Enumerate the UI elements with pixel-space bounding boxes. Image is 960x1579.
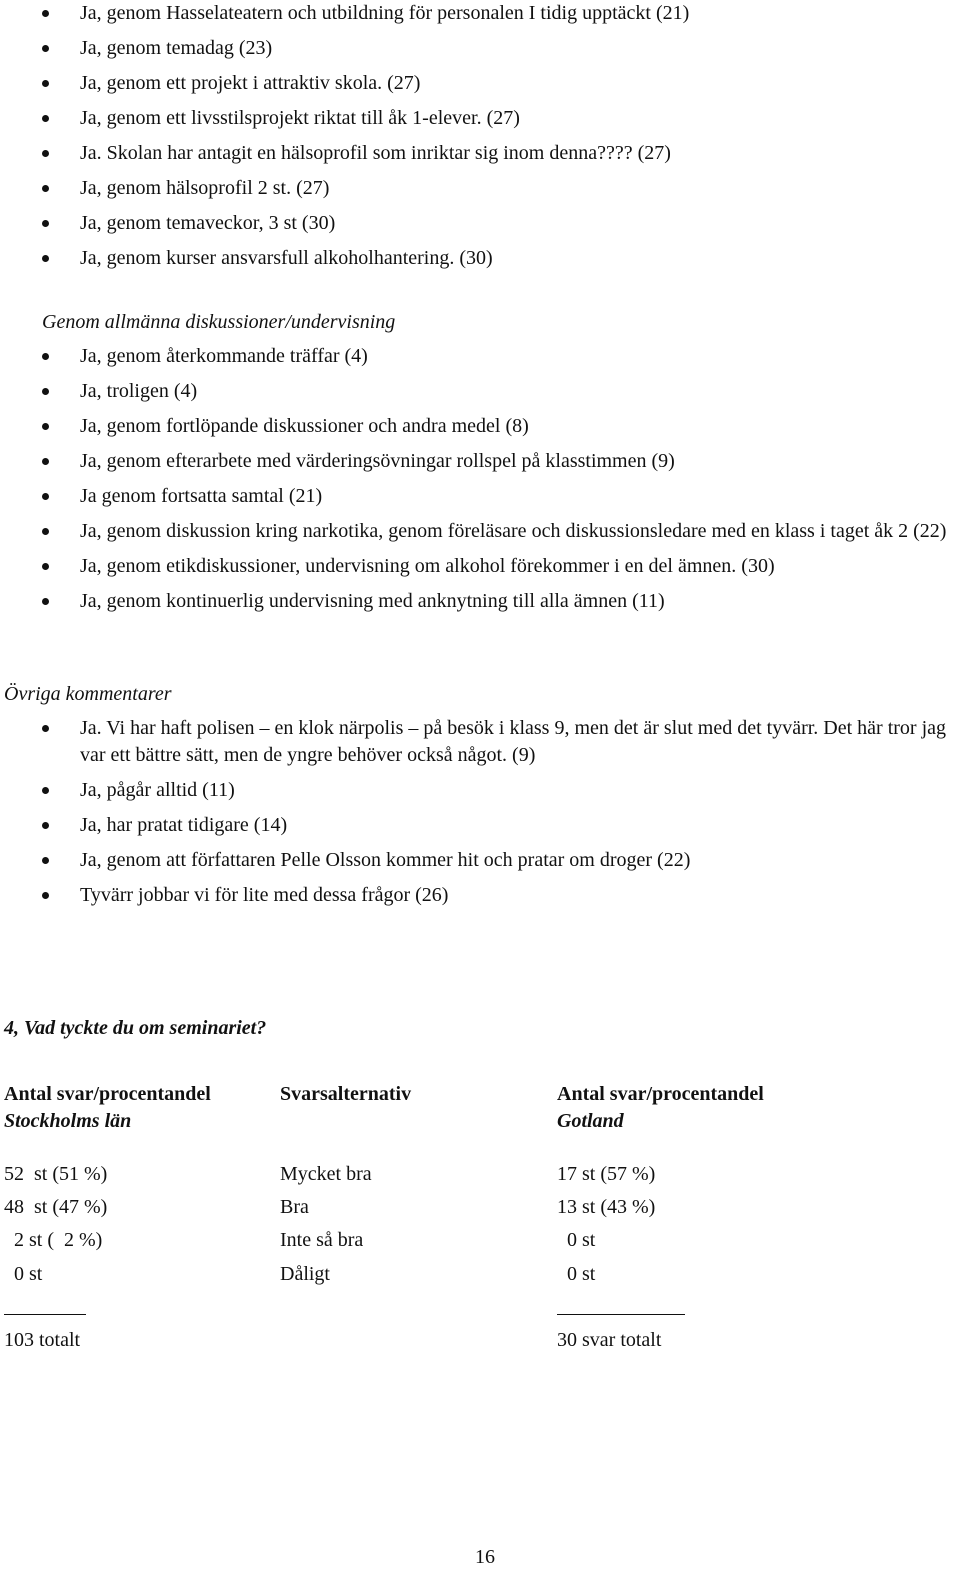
bullet-icon <box>42 150 49 157</box>
list-item <box>0 483 960 510</box>
list-item <box>0 35 960 62</box>
total-stockholm: 103 totalt <box>4 1329 81 1351</box>
bullet-icon <box>42 563 49 570</box>
list-item-text: Tyvärr jobbar vi för lite med dessa frågor (26) <box>80 884 449 906</box>
bullet-icon <box>42 787 49 794</box>
row1-gotland: 17 st (57 %) <box>557 1163 656 1185</box>
row3-stockholm: 2 st ( 2 %) <box>4 1229 103 1251</box>
list-item <box>0 448 960 475</box>
list-item-text: Ja, genom hälsoprofil 2 st. (27) <box>80 177 330 199</box>
list-item-text: Ja, genom återkommande träffar (4) <box>80 345 368 367</box>
list-item-text: Ja. Skolan har antagit en hälsoprofil som inriktar sig inom denna???? (27) <box>80 142 671 164</box>
row2-stockholm: 48 st (47 %) <box>4 1196 108 1218</box>
bullet-icon <box>42 892 49 899</box>
list-item-text: Ja. Vi har haft polisen – en klok närpolis – på besök i klass 9, men det är slut med det tyvärr. Det här tror jag var ett bättre sätt, men de yngre behöver också något. (9) <box>80 717 947 766</box>
general-bullet-list <box>0 343 960 623</box>
list-item-text: Ja, genom kurser ansvarsfull alkoholhantering. (30) <box>80 247 493 269</box>
row2-option: Bra <box>280 1196 309 1218</box>
row2-gotland: 13 st (43 %) <box>557 1196 656 1218</box>
list-item-text: Ja, pågår alltid (11) <box>80 779 235 801</box>
bullet-icon <box>42 353 49 360</box>
bullet-icon <box>42 80 49 87</box>
list-item-text: Ja genom fortsatta samtal (21) <box>80 485 323 507</box>
bullet-icon <box>42 528 49 535</box>
bullet-icon <box>42 388 49 395</box>
list-item <box>0 0 960 27</box>
col2-header: Svarsalternativ <box>280 1083 412 1105</box>
list-item <box>0 140 960 167</box>
list-item <box>0 70 960 97</box>
top-bullet-list <box>0 0 960 280</box>
row3-option: Inte så bra <box>280 1229 364 1251</box>
list-item-text: Ja, har pratat tidigare (14) <box>80 814 288 836</box>
list-item <box>0 777 960 804</box>
bullet-icon <box>42 598 49 605</box>
row4-gotland: 0 st <box>557 1263 596 1285</box>
list-item-text: Ja, troligen (4) <box>80 380 198 402</box>
bullet-icon <box>42 255 49 262</box>
list-item <box>0 210 960 237</box>
list-item-text: Ja, genom efterarbete med värderingsövningar rollspel på klasstimmen (9) <box>80 450 675 472</box>
bullet-icon <box>42 458 49 465</box>
section-heading-general: Genom allmänna diskussioner/undervisning <box>42 311 396 333</box>
list-item <box>0 553 960 580</box>
list-item-text: Ja, genom ett projekt i attraktiv skola. (27) <box>80 72 421 94</box>
list-item <box>0 847 960 874</box>
row4-option: Dåligt <box>280 1263 330 1285</box>
bullet-icon <box>42 857 49 864</box>
bullet-icon <box>42 423 49 430</box>
col1-subheader: Stockholms län <box>4 1110 132 1132</box>
row1-option: Mycket bra <box>280 1163 372 1185</box>
bullet-icon <box>42 115 49 122</box>
list-item <box>0 343 960 370</box>
list-item-text: Ja, genom kontinuerlig undervisning med anknytning till alla ämnen (11) <box>80 590 665 612</box>
bullet-icon <box>42 220 49 227</box>
list-item-text: Ja, genom temadag (23) <box>80 37 273 59</box>
bullet-icon <box>42 185 49 192</box>
col3-header: Antal svar/procentandel <box>557 1083 764 1105</box>
list-item-text: Ja, genom temaveckor, 3 st (30) <box>80 212 336 234</box>
list-item <box>0 378 960 405</box>
list-item-text: Ja, genom etikdiskussioner, undervisning om alkohol förekommer i en del ämnen. (30) <box>80 555 775 577</box>
total-gotland: 30 svar totalt <box>557 1329 662 1351</box>
list-item-text: Ja, genom Hasselateatern och utbildning för personalen I tidig upptäckt (21) <box>80 2 690 24</box>
list-item <box>0 882 960 909</box>
row4-stockholm: 0 st <box>4 1263 43 1285</box>
list-item <box>0 518 960 545</box>
list-item-text: Ja, genom fortlöpande diskussioner och andra medel (8) <box>80 415 529 437</box>
question-heading: 4, Vad tyckte du om seminariet? <box>4 1017 267 1039</box>
bullet-icon <box>42 725 49 732</box>
list-item <box>0 105 960 132</box>
list-item <box>0 715 960 769</box>
list-item-text: Ja, genom ett livsstilsprojekt riktat till åk 1-elever. (27) <box>80 107 520 129</box>
list-item <box>0 413 960 440</box>
comments-bullet-list <box>0 715 960 917</box>
bullet-icon <box>42 822 49 829</box>
col1-header: Antal svar/procentandel <box>4 1083 211 1105</box>
sum-rule-stockholm <box>4 1314 86 1315</box>
list-item <box>0 588 960 615</box>
col3-subheader: Gotland <box>557 1110 624 1132</box>
list-item <box>0 175 960 202</box>
bullet-icon <box>42 10 49 17</box>
section-heading-comments: Övriga kommentarer <box>4 683 172 705</box>
sum-rule-gotland <box>557 1314 685 1315</box>
row1-stockholm: 52 st (51 %) <box>4 1163 108 1185</box>
list-item-text: Ja, genom att författaren Pelle Olsson kommer hit och pratar om droger (22) <box>80 849 691 871</box>
page-number: 16 <box>475 1546 495 1568</box>
list-item <box>0 812 960 839</box>
list-item-text: Ja, genom diskussion kring narkotika, genom föreläsare och diskussionsledare med en klass i taget åk 2 (22) <box>80 520 947 542</box>
bullet-icon <box>42 45 49 52</box>
bullet-icon <box>42 493 49 500</box>
row3-gotland: 0 st <box>557 1229 596 1251</box>
list-item <box>0 245 960 272</box>
